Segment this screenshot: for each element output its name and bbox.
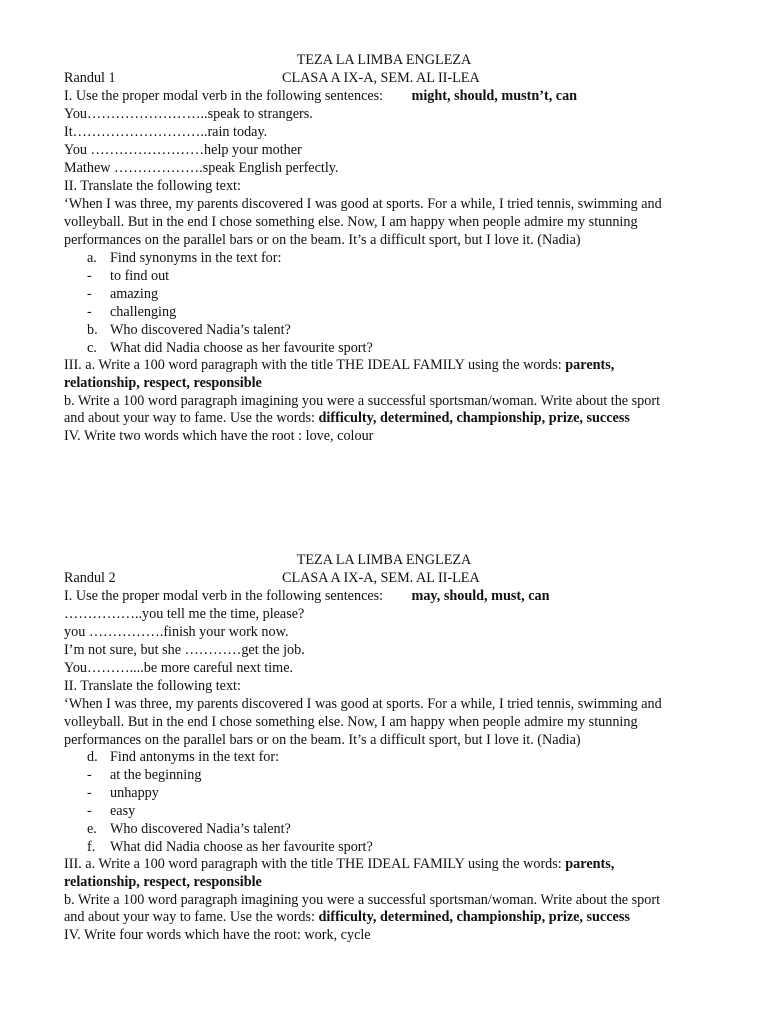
dash-bullet: - [87, 286, 92, 302]
sentence-item: Mathew ……………….speak English perfectly. [64, 160, 339, 176]
exercise-3b-line2 [64, 908, 630, 926]
dash-item: unhappy [110, 785, 159, 801]
question-marker: d. [87, 749, 98, 765]
exercise-3b-line2 [64, 409, 630, 427]
exercise-3a-line1 [64, 356, 614, 374]
exercise-3b-words: difficulty, determined, championship, prize, success [318, 410, 630, 426]
question-marker: e. [87, 821, 97, 837]
exercise-1-instruction [64, 587, 549, 605]
dash-item: at the beginning [110, 767, 202, 783]
exercise-3b-line1: b. Write a 100 word paragraph imagining you were a successful sportsman/woman. Write about the sport [64, 393, 661, 409]
exercise-4: IV. Write four words which have the root: work, cycle [64, 927, 371, 943]
dash-bullet: - [87, 785, 92, 801]
round-label: Randul 2 [64, 570, 116, 586]
exercise-2-instruction: II. Translate the following text: [64, 178, 241, 194]
question-marker: f. [87, 839, 96, 855]
exercise-1-prefix: I. Use the proper modal verb in the following sentences: [64, 588, 384, 604]
exam-title: TEZA LA LIMBA ENGLEZA [296, 552, 472, 568]
question-text: Find antonyms in the text for: [110, 749, 280, 765]
sentence-item: you …………….finish your work now. [64, 624, 289, 640]
exercise-3a-line2: relationship, respect, responsible [64, 375, 262, 391]
sentence-item: You………....be more careful next time. [64, 660, 294, 676]
question-marker: b. [87, 322, 98, 338]
sentence-item: You……………………..speak to strangers. [64, 106, 313, 122]
question-text: Find synonyms in the text for: [110, 250, 282, 266]
text-line: ‘When I was three, my parents discovered I was good at sports. For a while, I tried tennis, swimming and [64, 196, 662, 212]
text-line: performances on the parallel bars or on the beam. It’s a difficult sport, but I love it. (Nadia) [64, 232, 581, 248]
dash-item: to find out [110, 268, 170, 284]
question-text: Who discovered Nadia’s talent? [110, 322, 291, 338]
header-row [64, 69, 764, 87]
exercise-3a-prefix: III. a. Write a 100 word paragraph with the title THE IDEAL FAMILY using the words: [64, 856, 562, 872]
exercise-3b-words: difficulty, determined, championship, prize, success [318, 909, 630, 925]
exercise-2-instruction: II. Translate the following text: [64, 678, 241, 694]
exercise-3a-words: parents, [565, 357, 615, 373]
exercise-1-prefix: I. Use the proper modal verb in the following sentences: [64, 88, 384, 104]
header-row [64, 569, 764, 587]
text-line: volleyball. But in the end I chose something else. Now, I am happy when people admire my stunning [64, 214, 638, 230]
sentence-item: ……………..you tell me the time, please? [64, 606, 305, 622]
round-label: Randul 1 [64, 70, 116, 86]
dash-bullet: - [87, 304, 92, 320]
exercise-3a-prefix: III. a. Write a 100 word paragraph with the title THE IDEAL FAMILY using the words: [64, 357, 562, 373]
dash-bullet: - [87, 803, 92, 819]
exam-title: TEZA LA LIMBA ENGLEZA [296, 52, 472, 68]
exercise-1-instruction [64, 87, 577, 105]
dash-item: amazing [110, 286, 159, 302]
question-marker: a. [87, 250, 97, 266]
exercise-3a-words: parents, [565, 856, 615, 872]
modal-verbs-list: might, should, mustn’t, can [411, 88, 578, 104]
sentence-item: I’m not sure, but she …………get the job. [64, 642, 305, 658]
class-info: CLASA A IX-A, SEM. AL II-LEA [282, 70, 480, 86]
modal-verbs-list: may, should, must, can [411, 588, 550, 604]
question-marker: c. [87, 340, 97, 356]
exercise-3a-line2: relationship, respect, responsible [64, 874, 262, 890]
dash-bullet: - [87, 268, 92, 284]
sentence-item: It………………………..rain today. [64, 124, 268, 140]
exercise-3b-prefix: and about your way to fame. Use the words: [64, 909, 315, 925]
class-info: CLASA A IX-A, SEM. AL II-LEA [282, 570, 480, 586]
question-text: Who discovered Nadia’s talent? [110, 821, 291, 837]
text-line: performances on the parallel bars or on the beam. It’s a difficult sport, but I love it. (Nadia) [64, 732, 581, 748]
dash-item: easy [110, 803, 136, 819]
dash-item: challenging [110, 304, 177, 320]
exercise-3a-line1 [64, 855, 614, 873]
exercise-3b-line1: b. Write a 100 word paragraph imagining you were a successful sportsman/woman. Write about the sport [64, 892, 661, 908]
dash-bullet: - [87, 767, 92, 783]
exercise-4: IV. Write two words which have the root : love, colour [64, 428, 374, 444]
text-line: ‘When I was three, my parents discovered I was good at sports. For a while, I tried tennis, swimming and [64, 696, 662, 712]
question-text: What did Nadia choose as her favourite sport? [110, 340, 373, 356]
sentence-item: You ……………………help your mother [64, 142, 302, 158]
question-text: What did Nadia choose as her favourite sport? [110, 839, 373, 855]
exercise-3b-prefix: and about your way to fame. Use the words: [64, 410, 315, 426]
text-line: volleyball. But in the end I chose something else. Now, I am happy when people admire my stunning [64, 714, 638, 730]
